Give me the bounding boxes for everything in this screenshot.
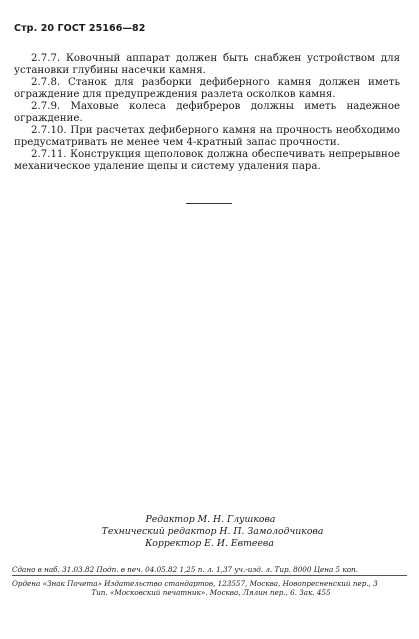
paragraph-2-7-7: 2.7.7. Ковочный аппарат должен быть снабжен устройством для установки глубины насечки камня. xyxy=(14,53,400,76)
page-header: Стр. 20 ГОСТ 25166—82 xyxy=(14,23,146,34)
tech-editor-credit: Технический редактор Н. П. Замолодчикова xyxy=(101,526,324,537)
credits-block xyxy=(0,514,419,550)
imprint-print-info: Сдано в наб. 31.03.82 Подп. в печ. 04.05.82 1,25 п. л. 1,37 уч.-изд. л. Тир. 8000 Цена 5 коп. xyxy=(12,565,358,574)
paragraph-2-7-11: 2.7.11. Конструкция щеполовок должна обеспечивать непрерывное механическое удаление щепы и систему удаления пара. xyxy=(14,149,400,172)
end-of-text-rule xyxy=(186,203,232,204)
paragraph-2-7-10: 2.7.10. При расчетах дефиберного камня на прочность необходимо предусматривать не менее чем 4-кратный запас прочности. xyxy=(14,125,400,148)
body-text xyxy=(14,53,400,173)
imprint-printing-house: Тип. «Московский печатник». Москва, Лялин пер., 6. Зак. 455 xyxy=(91,588,331,597)
paragraph-2-7-8: 2.7.8. Станок для разборки дефиберного камня должен иметь ограждение для предупреждения разлета осколков камня. xyxy=(14,77,400,100)
imprint-block xyxy=(12,565,410,597)
imprint-divider xyxy=(12,575,407,576)
corrector-credit: Корректор Е. И. Евтеева xyxy=(145,538,274,549)
paragraph-2-7-9: 2.7.9. Маховые колеса дефибреров должны иметь надежное ограждение. xyxy=(14,101,400,124)
editor-credit: Редактор М. Н. Глушкова xyxy=(145,514,276,525)
imprint-publisher: Ордена «Знак Почета» Издательство стандартов, 123557, Москва, Новопресненский пер., 3 xyxy=(12,579,378,588)
